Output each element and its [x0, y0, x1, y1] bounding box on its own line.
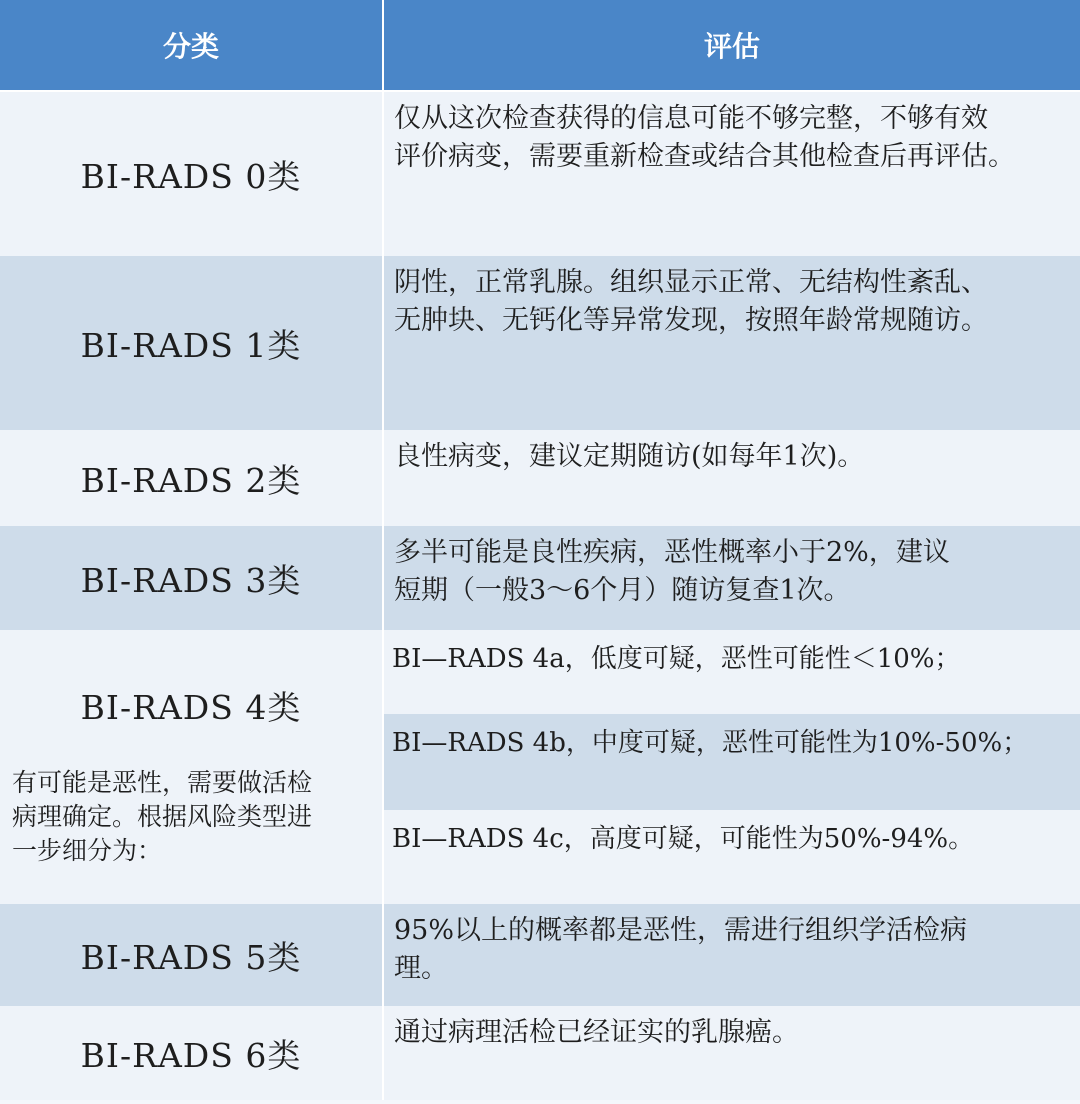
assessment-2: 良性病变，建议定期随访(如每年1次)。 [384, 430, 1080, 526]
assessment-1: 阴性，正常乳腺。组织显示正常、无结构性紊乱、 无肿块、无钙化等异常发现，按照年龄常规随访。 [384, 256, 1080, 430]
header-assessment: 评估 [384, 0, 1080, 92]
assessment-5: 95%以上的概率都是恶性，需进行组织学活检病 理。 [384, 904, 1080, 1006]
subtype-4b: BI—RADS 4b，中度可疑，恶性可能性为10%-50%； [384, 714, 1080, 810]
category-0: BI-RADS 0类 [0, 92, 384, 256]
category-6: BI-RADS 6类 [0, 1006, 384, 1100]
category-4-cell [0, 630, 384, 904]
header-category: 分类 [0, 0, 384, 92]
category-4: BI-RADS 4类 [80, 688, 302, 727]
subtype-4c: BI—RADS 4c，高度可疑，可能性为50%-94%。 [384, 810, 1080, 904]
category-3: BI-RADS 3类 [0, 526, 384, 630]
assessment-0: 仅从这次检查获得的信息可能不够完整，不够有效 评价病变，需要重新检查或结合其他检查后再评估。 [384, 92, 1080, 256]
category-1: BI-RADS 1类 [0, 256, 384, 430]
subtype-4a: BI—RADS 4a，低度可疑，恶性可能性＜10%； [384, 630, 1080, 714]
assessment-6: 通过病理活检已经证实的乳腺癌。 [384, 1006, 1080, 1100]
assessment-3: 多半可能是良性疾病，恶性概率小于2%，建议 短期（一般3～6个月）随访复查1次。 [384, 526, 1080, 630]
category-2: BI-RADS 2类 [0, 430, 384, 526]
category-4-note: 有可能是恶性，需要做活检 病理确定。根据风险类型进 一步细分为： [12, 768, 313, 865]
category-5: BI-RADS 5类 [0, 904, 384, 1006]
